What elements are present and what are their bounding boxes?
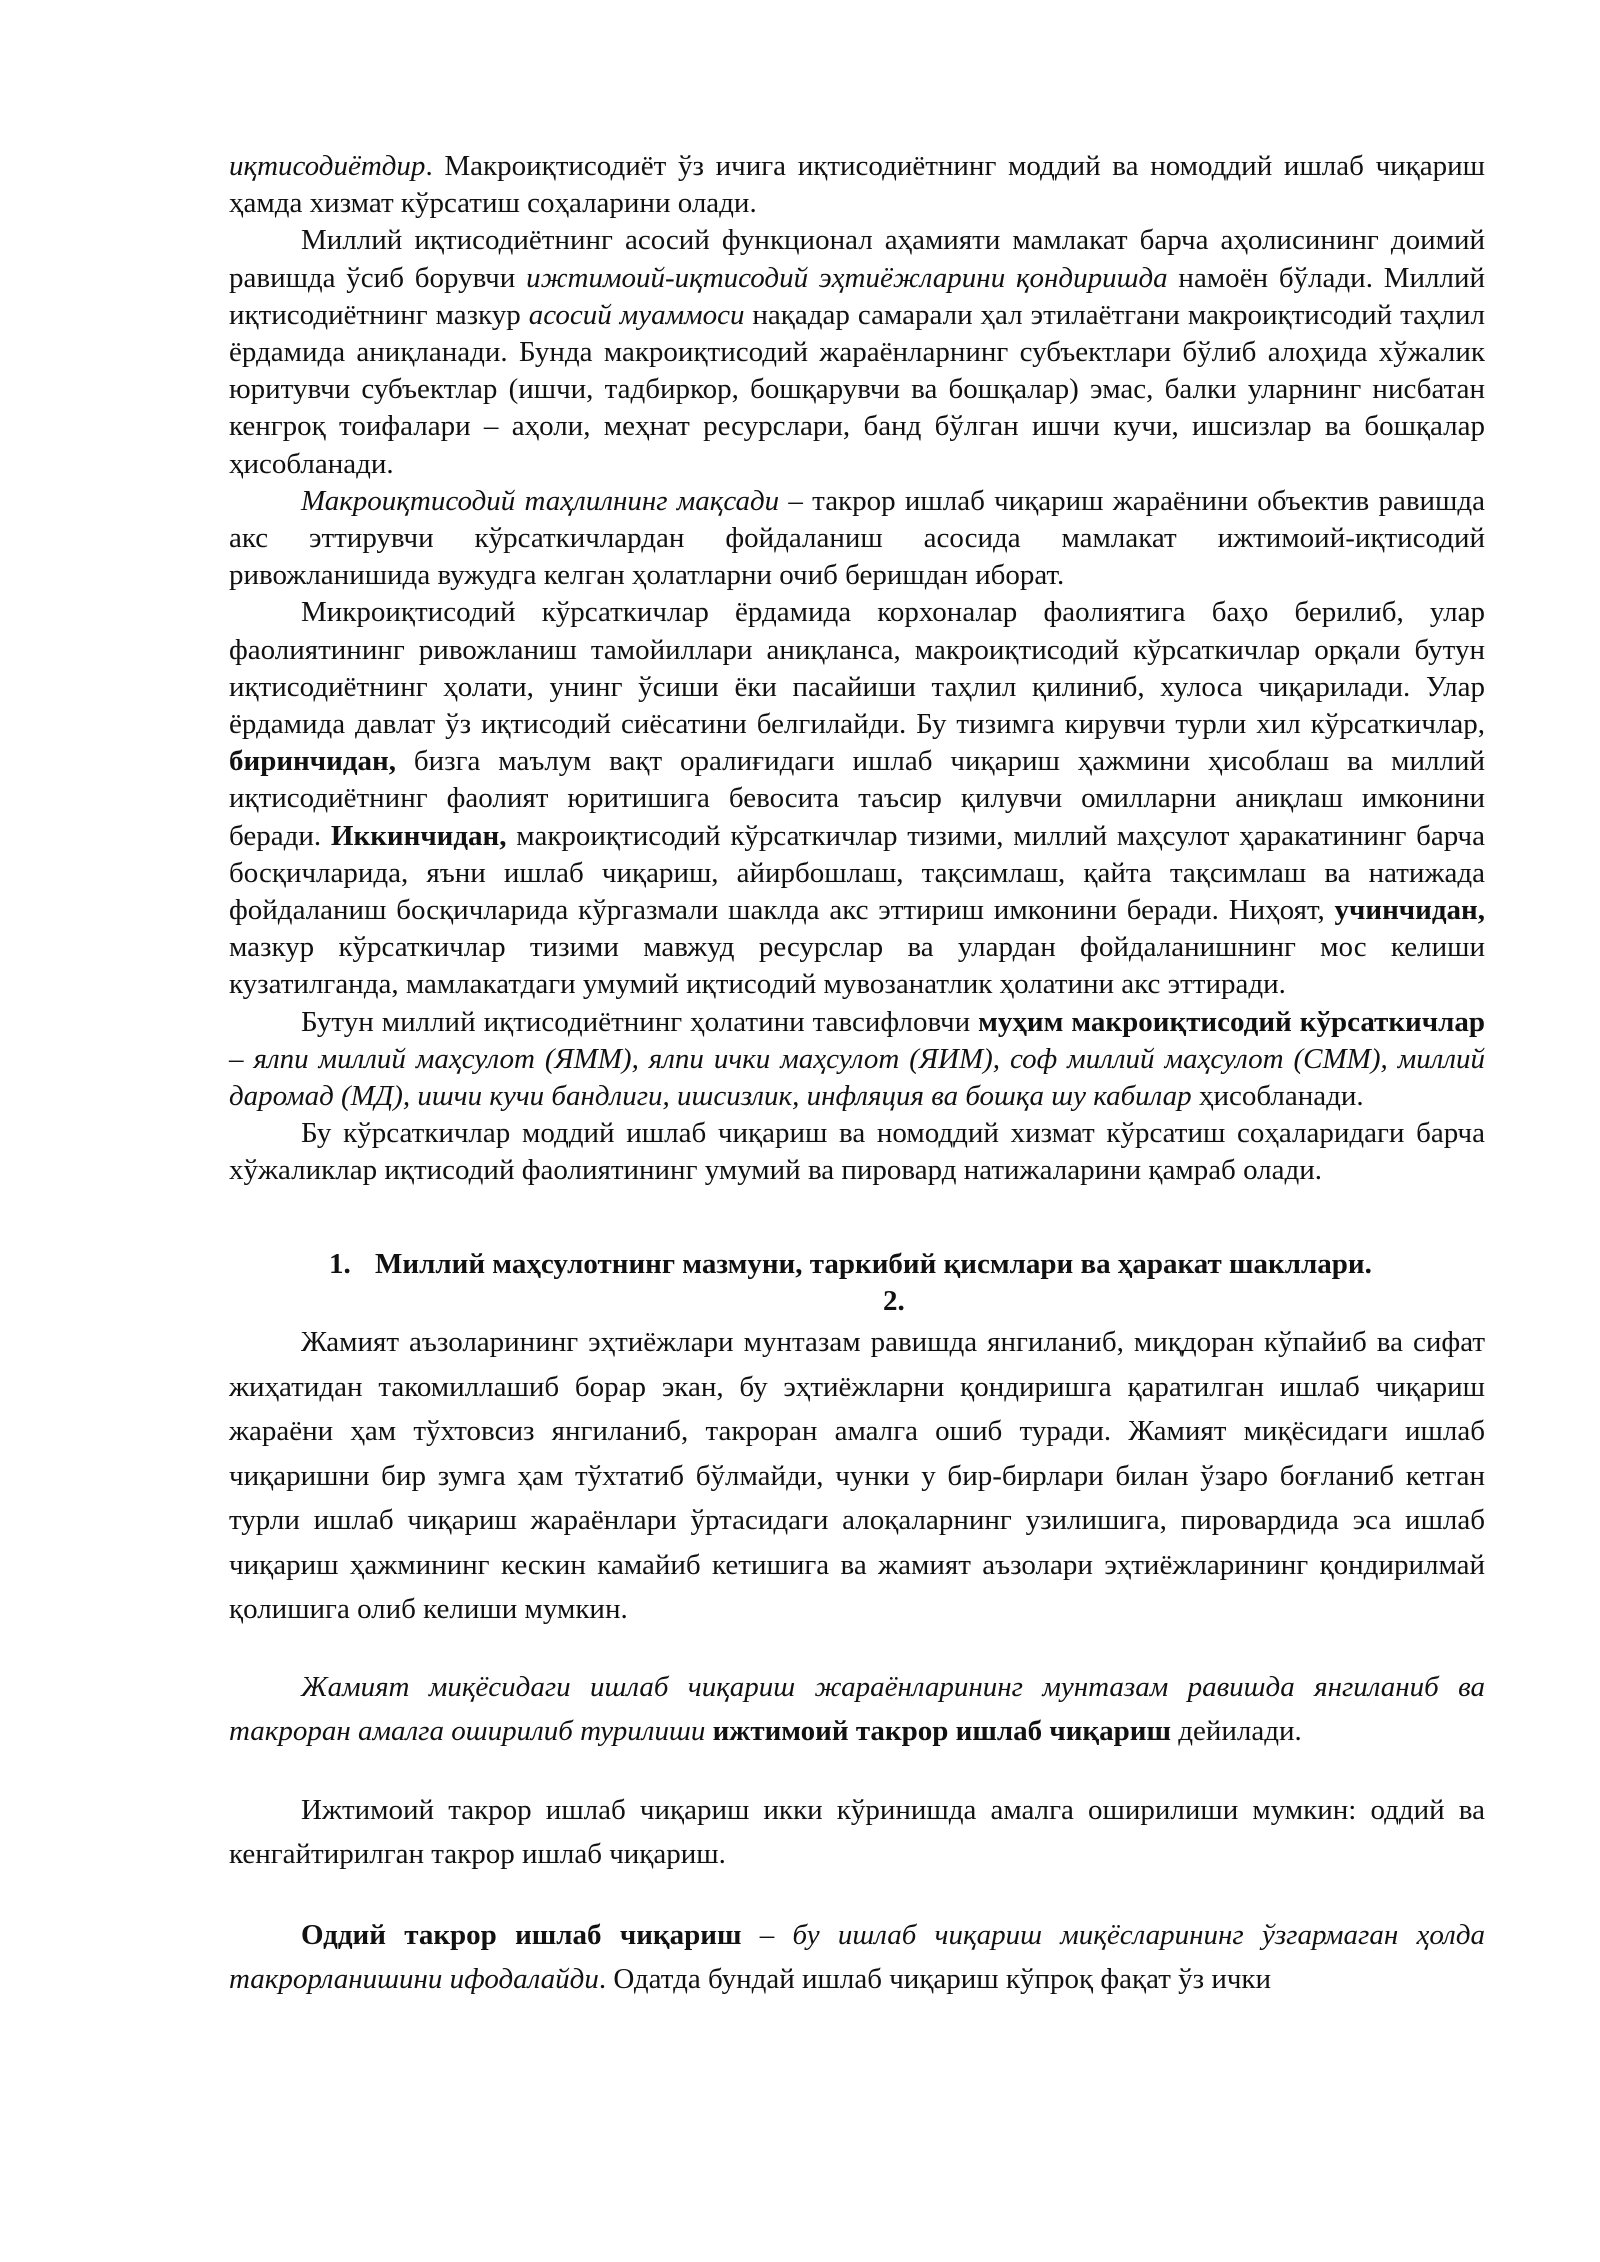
document-page: [229, 148, 1485, 2002]
paragraph-5: [229, 1004, 1485, 1116]
paragraph-text: макроиқтисодий кўрсаткичлар тизими, миллий маҳсулот ҳаракатининг барча босқичларида, яъни ишлаб чиқариш, айирбошлаш, тақсимлаш, қайта тақсимлаш ва натижада фойдаланиш босқичларида кўргазмали шаклда акс эттириш имконини беради. Ниҳоят,: [229, 819, 1486, 927]
paragraph-4: [229, 594, 1485, 1003]
paragraph-text: Ижтимоий такрор ишлаб чиқариш икки кўринишда амалга оширилиши мумкин: оддий ва кенгайтирилган такрор ишлаб чиқариш.: [229, 1793, 1485, 1871]
paragraph-6: [229, 1115, 1485, 1189]
bold-term: Иккинчидан,: [330, 819, 507, 852]
italic-term: – бу ишлаб чиқариш миқёсларининг ўзгармаган ҳолда такрорланишини ифодалайди: [229, 1918, 1485, 1996]
paragraph-2: [229, 222, 1485, 482]
heading-text: Миллий маҳсулотнинг мазмуни, таркибий қисмлари ва ҳаракат шакллари.: [375, 1247, 1372, 1280]
paragraph-text: Бу кўрсаткичлар моддий ишлаб чиқариш ва номоддий хизмат кўрсатиш соҳаларидаги барча хўжаликлар иқтисодий фаолиятининг умумий ва пировард натижаларини қамраб олади.: [229, 1117, 1485, 1187]
paragraph-text: бизга маълум вақт оралиғидаги ишлаб чиқариш ҳажмини ҳисоблаш ва миллий иқтисодиётнинг фаолият юритишига бевосита таъсир қилувчи омилларни аниқлаш имконини беради.: [229, 745, 1485, 852]
paragraph-text: Жамият аъзоларининг эҳтиёжлари мунтазам равишда янгиланиб, миқдоран кўпайиб ва сифат жиҳатидан такомиллашиб борар экан, бу эҳтиёжларни қондиришга қаратилган ишлаб чиқариш жараёни ҳам тўхтовсиз янгиланиб, такроран амалга ошиб туради. Жамият миқёсидаги ишлаб чиқаришни бир зумга ҳам тўхтатиб бўлмайди, чунки у бир-бирлари билан ўзаро боғланиб кетган турли ишлаб чиқариш жараёнлари ўртасидаги алоқаларнинг узилишига, пировардида эса ишлаб чиқариш ҳажмининг кескин камайиб кетишига ва жамият аъзолари эҳтиёжларининг қондирилмай қолишига олиб келиши мумкин.: [229, 1326, 1485, 1626]
paragraph-1: [229, 148, 1485, 222]
bold-term: ижтимоий такрор ишлаб чиқариш: [705, 1715, 1171, 1748]
paragraph-text: . Одатда бундай ишлаб чиқариш кўпроқ фақат ўз ички: [598, 1963, 1272, 1996]
paragraph-text: Бутун миллий иқтисодиётнинг ҳолатини тавсифловчи: [301, 1005, 979, 1038]
italic-term: Жамият миқёсидаги ишлаб чиқариш жараёнларининг мунтазам равишда янгиланиб ва такроран амалга оширилиб турилиши: [229, 1670, 1485, 1748]
italic-term: – ялпи миллий маҳсулот (ЯММ), ялпи ички маҳсулот (ЯИМ), соф миллий маҳсулот (СММ), миллий даромад (МД), ишчи кучи бандлиги, ишсизлик, инфляция ва бошқа шу кабилар: [229, 1042, 1485, 1113]
paragraph-text: – такрор ишлаб чиқариш жараёнини объектив равишда акс эттирувчи кўрсаткичлардан фойдаланиш асосида мамлакат ижтимоий-иқтисодий ривожланишида вужудга келган ҳолатларни очиб беришдан иборат.: [229, 484, 1486, 592]
paragraph-text: дейилади.: [1170, 1715, 1302, 1748]
paragraph-9: [229, 1788, 1485, 1877]
paragraph-8: [229, 1665, 1485, 1754]
paragraph-text: . Макроиқтисодиёт ўз ичига иқтисодиётнинг моддий ва номоддий ишлаб чиқариш ҳамда хизмат кўрсатиш соҳаларини олади.: [229, 150, 1485, 220]
bold-term: Оддий такрор ишлаб чиқариш: [301, 1918, 742, 1951]
heading-number-1: 1.: [329, 1247, 351, 1280]
section-heading: [229, 1246, 1485, 1320]
italic-term: ижтимоий-иқтисодий эҳтиёжларини қондиришда: [526, 261, 1168, 294]
heading-line-1: [229, 1246, 1485, 1283]
bold-term: биринчидан,: [229, 745, 396, 778]
bold-term: учинчидан,: [1334, 894, 1485, 927]
italic-term: асосий муаммоси: [528, 298, 745, 331]
italic-term: Макроиқтисодий таҳлилнинг мақсади: [301, 484, 780, 517]
paragraph-10: [229, 1913, 1485, 2002]
paragraph-text: Микроиқтисодий кўрсаткичлар ёрдамида корхоналар фаолиятига баҳо берилиб, улар фаолиятининг ривожланиш тамойиллари аниқланса, макроиқтисодий кўрсаткичлар орқали бутун иқтисодиётнинг ҳолати, унинг ўсиши ёки пасайиши таҳлил қилиниб, хулоса чиқарилади. Улар ёрдамида давлат ўз иқтисодий сиёсатини белгилайди. Бу тизимга кирувчи турли хил кўрсаткичлар,: [229, 596, 1485, 741]
italic-term: иқтисодиётдир: [229, 150, 426, 182]
paragraph-7: [229, 1320, 1485, 1632]
bold-term: муҳим макроиқтисодий кўрсаткичлар: [978, 1005, 1485, 1038]
paragraph-text: Миллий иқтисодиётнинг асосий функционал аҳамияти мамлакат барча аҳолисининг доимий равишда ўсиб борувчи: [229, 224, 1485, 294]
paragraph-text: мазкур кўрсаткичлар тизими мавжуд ресурслар ва улардан фойдаланишнинг мос келиши кузатилганда, мамлакатдаги умумий иқтисодий мувозанатлик ҳолатини акс эттиради.: [229, 931, 1485, 1001]
paragraph-text: нақадар самарали ҳал этилаётгани макроиқтисодий таҳлил ёрдамида аниқланади. Бунда макроиқтисодий жараёнларнинг субъектлари бўлиб алоҳида хўжалик юритувчи субъектлар (ишчи, тадбиркор, бошқарувчи ва бошқалар) эмас, балки уларнинг нисбатан кенгроқ тоифалари – аҳоли, меҳнат ресурслари, банд бўлган ишчи кучи, ишсизлар ва бошқалар ҳисобланади.: [229, 298, 1485, 480]
paragraph-3: [229, 483, 1485, 595]
paragraph-text: намоён бўлади. Миллий иқтисодиётнинг мазкур: [229, 261, 1486, 331]
heading-number-2: 2.: [883, 1284, 905, 1317]
paragraph-text: ҳисобланади.: [1191, 1080, 1364, 1113]
